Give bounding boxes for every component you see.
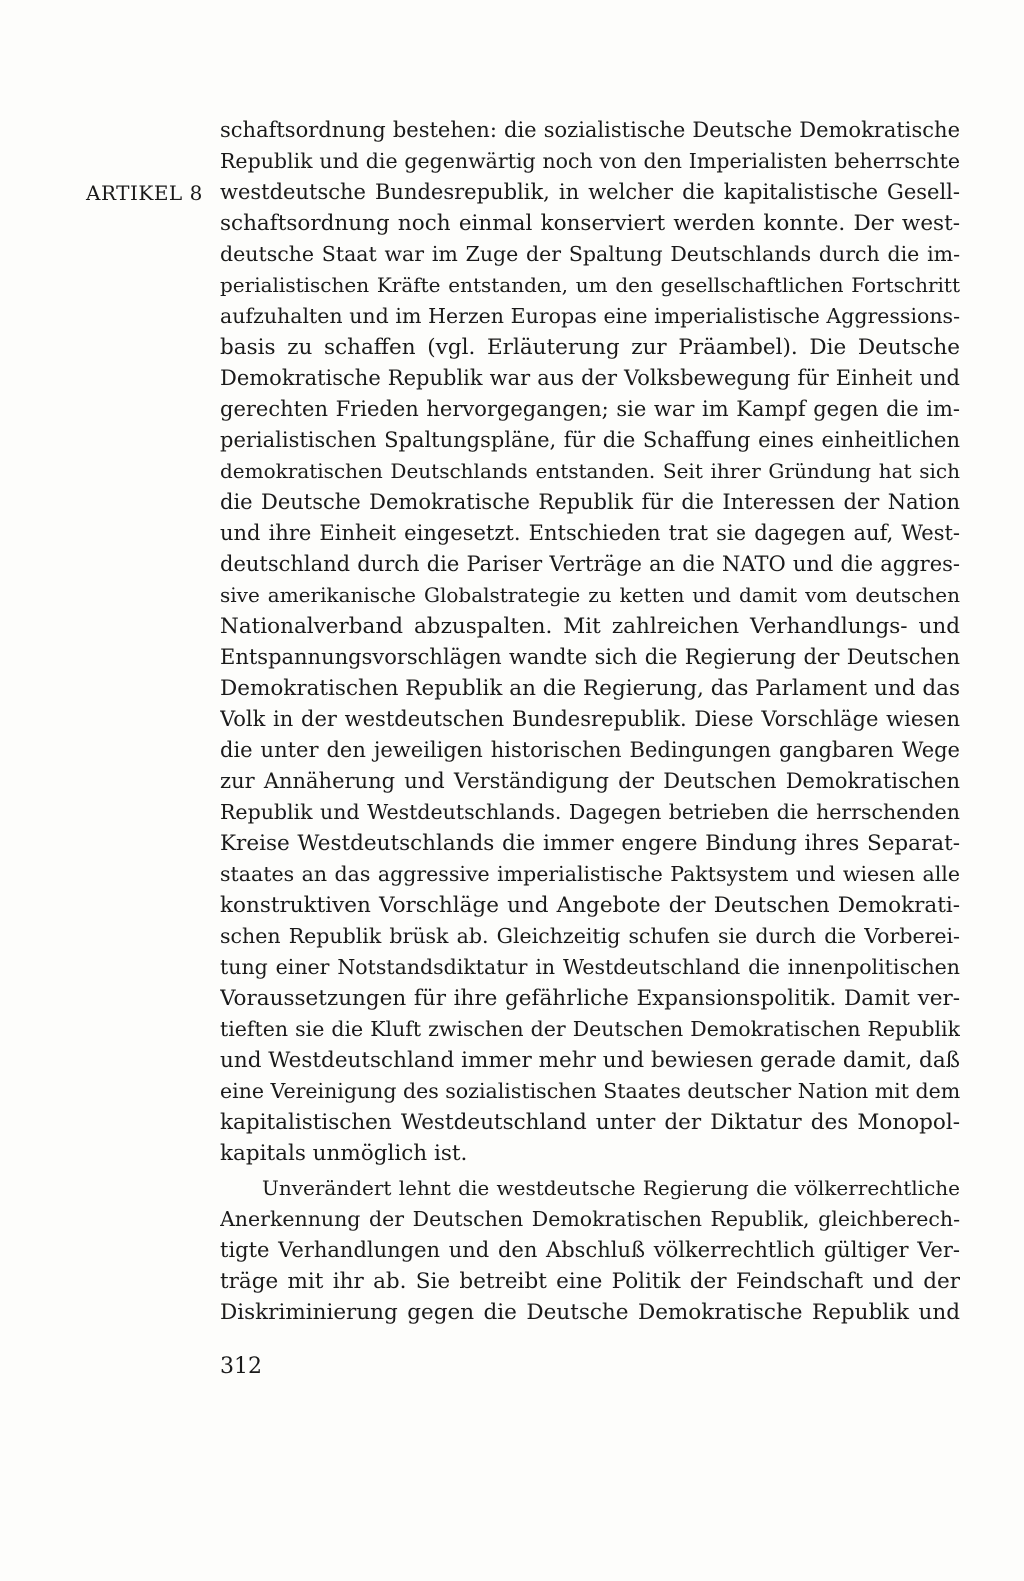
- text-line: westdeutsche Bundesrepublik, in welcher die kapitalistische Gesell-: [220, 180, 960, 204]
- text-line: Volk in der westdeutschen Bundesrepublik. Diese Vorschläge wiesen: [220, 707, 960, 731]
- text-line: Demokratische Republik war aus der Volksbewegung für Einheit und: [220, 366, 960, 390]
- text-line: Voraussetzungen für ihre gefährliche Expansionspolitik. Damit ver-: [220, 986, 960, 1011]
- text-line: kapitals unmöglich ist.: [220, 1141, 468, 1166]
- text-line: Republik und die gegenwärtig noch von den Imperialisten beherrschte: [220, 149, 960, 173]
- text-line: kapitalistischen Westdeutschland unter der Diktatur des Monopol-: [220, 1110, 960, 1135]
- text-line: Entspannungsvorschlägen wandte sich die Regierung der Deutschen: [220, 645, 960, 669]
- text-line: die unter den jeweiligen historischen Bedingungen gangbaren Wege: [220, 738, 960, 762]
- text-line: schen Republik brüsk ab. Gleichzeitig schufen sie durch die Vorberei-: [220, 924, 960, 948]
- text-line: Kreise Westdeutschlands die immer engere Bindung ihres Separat-: [220, 831, 960, 856]
- text-line: gerechten Frieden hervorgegangen; sie war im Kampf gegen die im-: [220, 397, 960, 421]
- body-text: [220, 115, 960, 1328]
- text-line: träge mit ihr ab. Sie betreibt eine Politik der Feindschaft und der: [220, 1269, 960, 1294]
- text-line: tieften sie die Kluft zwischen der Deutschen Demokratischen Republik: [220, 1017, 960, 1041]
- text-line: Unverändert lehnt die westdeutsche Regierung die völkerrechtliche: [262, 1176, 960, 1200]
- text-line: schaftsordnung bestehen: die sozialistische Deutsche Demokratische: [220, 118, 960, 142]
- margin-note-article: ARTIKEL 8: [86, 181, 203, 205]
- paragraph-1: [220, 115, 960, 1169]
- text-line: und Westdeutschland immer mehr und bewiesen gerade damit, daß: [220, 1048, 960, 1073]
- text-line: deutsche Staat war im Zuge der Spaltung Deutschlands durch die im-: [220, 242, 960, 266]
- text-line: tigte Verhandlungen und den Abschluß völkerrechtlich gültiger Ver-: [220, 1238, 960, 1262]
- page-number: 312: [220, 1354, 262, 1379]
- text-line: und ihre Einheit eingesetzt. Entschieden trat sie dagegen auf, West-: [220, 521, 960, 545]
- text-line: basis zu schaffen (vgl. Erläuterung zur Präambel). Die Deutsche: [220, 335, 960, 360]
- text-line: Anerkennung der Deutschen Demokratischen Republik, gleichberech-: [220, 1207, 960, 1231]
- text-line: konstruktiven Vorschläge und Angebote der Deutschen Demokrati-: [220, 893, 960, 918]
- text-line: staates an das aggressive imperialistische Paktsystem und wiesen alle: [220, 862, 960, 886]
- text-line: tung einer Notstandsdiktatur in Westdeutschland die innenpolitischen: [220, 955, 960, 979]
- text-line: schaftsordnung noch einmal konserviert werden konnte. Der west-: [220, 211, 960, 236]
- text-line: eine Vereinigung des sozialistischen Staates deutscher Nation mit dem: [220, 1079, 960, 1103]
- text-line: Nationalverband abzuspalten. Mit zahlreichen Verhandlungs- und: [220, 614, 960, 639]
- text-line: deutschland durch die Pariser Verträge an die NATO und die aggres-: [220, 552, 960, 576]
- text-line: sive amerikanische Globalstrategie zu ketten und damit vom deutschen: [220, 583, 960, 607]
- text-line: Republik und Westdeutschlands. Dagegen betrieben die herrschenden: [220, 800, 960, 824]
- text-line: zur Annäherung und Verständigung der Deutschen Demokratischen: [220, 769, 960, 793]
- text-line: Demokratischen Republik an die Regierung, das Parlament und das: [220, 676, 960, 701]
- text-line: Diskriminierung gegen die Deutsche Demokratische Republik und: [220, 1300, 960, 1325]
- text-line: demokratischen Deutschlands entstanden. Seit ihrer Gründung hat sich: [220, 459, 960, 483]
- text-line: perialistischen Spaltungspläne, für die Schaffung eines einheitlichen: [220, 428, 960, 452]
- text-line: perialistischen Kräfte entstanden, um den gesellschaftlichen Fortschritt: [220, 273, 960, 297]
- paragraph-2: [220, 1173, 960, 1328]
- text-line: aufzuhalten und im Herzen Europas eine imperialistische Aggressions-: [220, 304, 960, 328]
- text-line: die Deutsche Demokratische Republik für die Interessen der Nation: [220, 490, 960, 514]
